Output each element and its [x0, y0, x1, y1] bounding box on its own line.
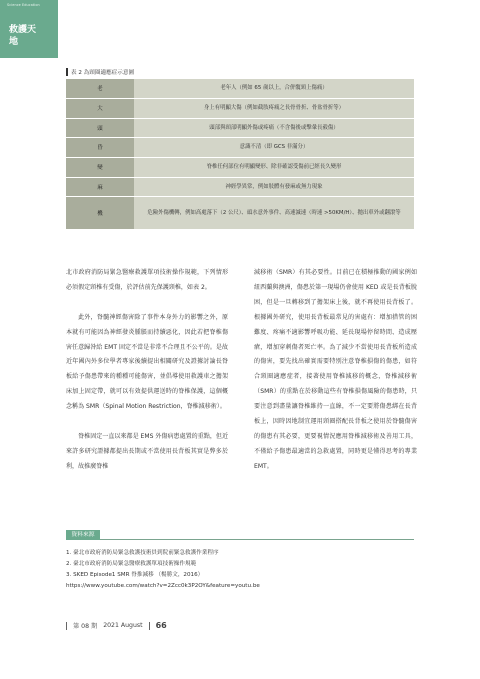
- references-header: [66, 530, 414, 540]
- indication-table: [66, 79, 414, 230]
- paragraph: 北市政府消防局緊急醫療救護單項技術操作規範，下列情形必須假定頸椎有受傷，於評估前先保護頸椎，如表 2。: [66, 269, 228, 291]
- left-column: [66, 266, 228, 475]
- page-number: 66: [155, 621, 167, 630]
- row-key: 大: [66, 98, 134, 118]
- reference-item: 2. 臺北市政府消防局緊急醫療救護單項技術操作規範: [66, 560, 197, 567]
- row-key: 機: [66, 196, 134, 229]
- table-row: [66, 98, 414, 118]
- table-row: [66, 137, 414, 157]
- row-key: 麻: [66, 177, 134, 196]
- issue-number: 第 08 期: [73, 623, 98, 630]
- table-row: [66, 196, 414, 229]
- reference-item: 3. SKED Episode1 SMR 脊推減移 （楊勝文，2016）: [66, 571, 204, 578]
- reference-item: 1. 臺北市政府消防局緊急救護技術員到院前緊急救護作業程序: [66, 550, 219, 556]
- table-row: [66, 118, 414, 137]
- row-value: 意識不清（即 GCS 非滿分）: [134, 137, 414, 157]
- footer-divider: [149, 622, 150, 630]
- table-caption: [66, 68, 134, 76]
- section-title: 救護天地: [9, 25, 37, 47]
- right-column: [254, 266, 417, 475]
- reference-link[interactable]: https://www.youtube.com/watch?v=2Zcc0k3P2OY&feature=youtu.be: [66, 582, 260, 589]
- paragraph: 脊椎固定一直以來都是 EMS 外傷病患處置的重點，但近來許多研究證據都提出長期或不當使用長背板其實是弊多於利，故推廣脊椎: [66, 432, 228, 470]
- row-value: 老年人（例如 65 歲以上，合併髖頸上傷痛）: [134, 79, 414, 98]
- table-row: [66, 177, 414, 196]
- paragraph: 減移術（SMR）有其必要性。目前已在積極推動的國家例如紐西蘭與澳洲，傷患於第一現場仍會使用 KED 或是長背板脫困，但是一旦轉移到了擔架床上後，就不再使用長背板了。根據國外研究，使用長背板最常見的害處有：增加措管的困難度、疼痛不適影響呼吸功能、延長現場停留時間、造成壓瘡，增加穿刺傷者死亡率。為了減少不當使用長背板所造成的傷害，要先找出確實需要特別注意脊椎損傷的傷患，如符合頸圈適應症者，接著使用脊椎減移的概念，脊椎減移術（SMR）的重點在於移動這些有脊椎損傷風險的傷患時，只要注意到盡量讓脊椎維持一直線，不一定要將傷患綁在長背板上，因時因地制宜運用頸圈搭配長背板之使用於脊髓傷害的傷患有其必要，更要視情況應用脊椎減移術及善用工具，不僅給予傷患最適當的急救處置，同時更是懂得思考的專業 EMT。: [254, 269, 417, 470]
- caption-bar: [66, 68, 68, 76]
- row-value: 身上有明顯大傷（例如截肢疼痛之長骨骨折、骨盆骨折等）: [134, 98, 414, 118]
- issue-date: 2021 August: [103, 622, 143, 629]
- table-caption-text: 表 2 為頸圈適應症示意圖: [71, 70, 135, 76]
- section-subtitle: Science Education: [7, 3, 40, 7]
- row-value: 危險外傷機轉，例如高處落下（2 公尺）、頭水意外事件、高速滅速（時速 >50KM/H）、拋出車外或翻滾等: [134, 196, 414, 229]
- row-value: 頭部與頸部明顯外傷或疼痛（不含傷後或擊暈長毅傷）: [134, 118, 414, 137]
- section-tab: [0, 0, 58, 58]
- references-list: [66, 548, 414, 592]
- footer-divider: [66, 622, 67, 630]
- table-row: [66, 79, 414, 98]
- table-row: [66, 157, 414, 177]
- references-tag: 資料來源: [66, 530, 100, 540]
- row-key: 昏: [66, 137, 134, 157]
- row-value: 神經學異常，例如肢體有發麻或無力現象: [134, 177, 414, 196]
- page-footer: [66, 621, 167, 630]
- row-key: 變: [66, 157, 134, 177]
- paragraph: 此外，脊髓神經傷害除了事件本身外力的影響之外，原本就有可能因為神經發炎腫脹而持續惡化，因此若把脊椎傷害任意歸咎給 EMT 固定不當是非常不合理且不公平的。是故近年國內外多位學者專家後續提出相關研究及證據討論長脊板給予傷患帶來的種種可能傷害，並倡導使用救護車之擔架床加上固定帶，就可以有效提供運送時的脊椎保護，這個概念稱為 SMR（Spinal Motion Restriction，脊椎減移術）。: [66, 313, 228, 411]
- row-key: 頭: [66, 118, 134, 137]
- row-value: 脊椎任何部位有明顯變形、除非確認受傷前已經長久變形: [134, 157, 414, 177]
- row-key: 老: [66, 79, 134, 98]
